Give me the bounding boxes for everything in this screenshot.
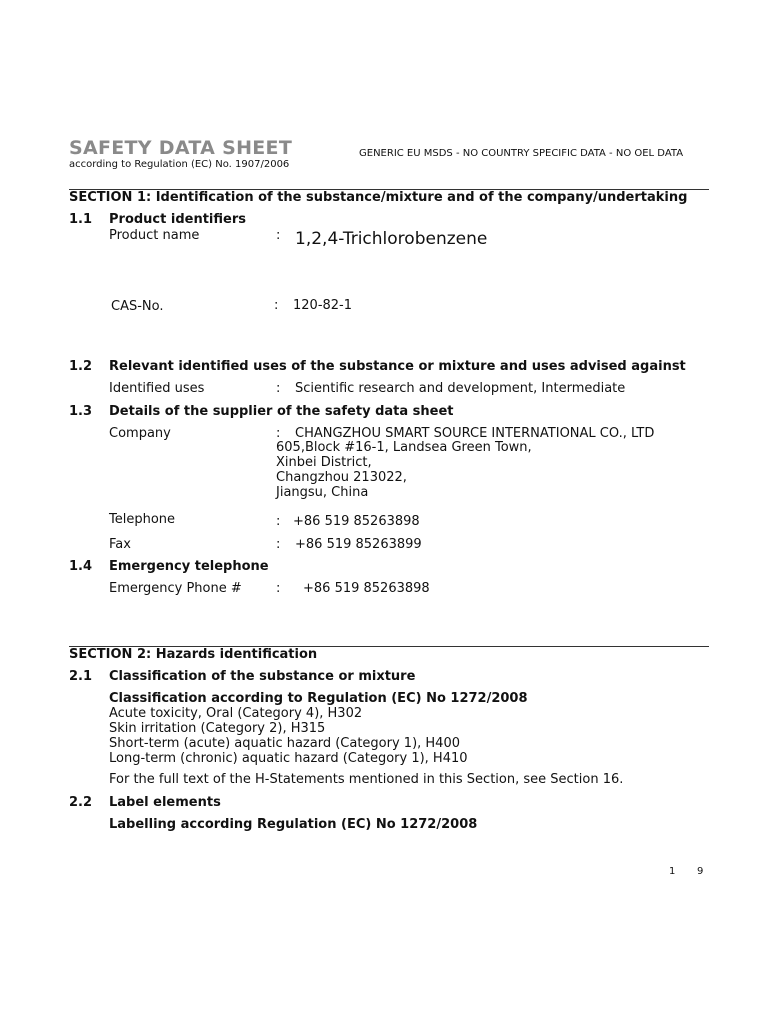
fax-label: Fax: [109, 537, 131, 552]
section-number-2-1: 2.1: [69, 669, 93, 684]
section-number-1-4: 1.4: [69, 559, 93, 574]
classification-line: Acute toxicity, Oral (Category 4), H302: [109, 706, 363, 721]
section-number-2-2: 2.2: [69, 795, 93, 810]
classification-regulation-title: Classification according to Regulation (EC) No 1272/2008: [109, 691, 528, 706]
separator: :: [276, 426, 281, 441]
section-number-1-2: 1.2: [69, 359, 93, 374]
product-name-value: 1,2,4-Trichlorobenzene: [295, 229, 488, 249]
section-number-1-1: 1.1: [69, 212, 93, 227]
separator: :: [276, 381, 281, 396]
company-line: Changzhou 213022,: [276, 470, 407, 485]
separator: :: [274, 298, 279, 313]
classification-line: Skin irritation (Category 2), H315: [109, 721, 326, 736]
company-line: 605,Block #16-1, Landsea Green Town,: [276, 440, 532, 455]
separator: :: [276, 537, 281, 552]
emergency-phone-label: Emergency Phone #: [109, 581, 242, 596]
supplier-details-title: Details of the supplier of the safety data sheet: [109, 404, 454, 419]
section1-heading: SECTION 1: Identification of the substance/mixture and of the company/undertaking: [69, 190, 688, 205]
telephone-label: Telephone: [109, 512, 176, 527]
company-label: Company: [109, 426, 171, 441]
product-name-label: Product name: [109, 228, 200, 243]
cas-label: CAS-No.: [111, 299, 164, 314]
labelling-regulation-title: Labelling according Regulation (EC) No 1272/2008: [109, 817, 478, 832]
cas-value: 120-82-1: [293, 298, 353, 313]
identified-uses-value: Scientific research and development, Intermediate: [295, 381, 626, 396]
separator: :: [276, 581, 281, 596]
emergency-telephone-title: Emergency telephone: [109, 559, 269, 574]
classification-line: Short-term (acute) aquatic hazard (Category 1), H400: [109, 736, 460, 751]
fax-value: +86 519 85263899: [295, 537, 422, 552]
classification-line: Long-term (chronic) aquatic hazard (Category 1), H410: [109, 751, 468, 766]
section2-heading: SECTION 2: Hazards identification: [69, 647, 318, 662]
company-line: Jiangsu, China: [276, 485, 369, 500]
regulation-subtitle: according to Regulation (EC) No. 1907/2006: [69, 159, 290, 170]
h-statements-note: For the full text of the H-Statements mentioned in this Section, see Section 16.: [109, 772, 624, 787]
page-number: 1: [669, 866, 676, 877]
label-elements-title: Label elements: [109, 795, 221, 810]
company-line: CHANGZHOU SMART SOURCE INTERNATIONAL CO., LTD: [295, 426, 655, 441]
identified-uses-title: Relevant identified uses of the substance or mixture and uses advised against: [109, 359, 686, 374]
section-number-1-3: 1.3: [69, 404, 93, 419]
separator: :: [276, 228, 281, 243]
separator: :: [276, 514, 281, 529]
product-identifiers-title: Product identifiers: [109, 212, 246, 227]
emergency-phone-value: +86 519 85263898: [303, 581, 430, 596]
document-title: SAFETY DATA SHEET: [69, 137, 293, 159]
page-total: 9: [697, 866, 704, 877]
telephone-value: +86 519 85263898: [293, 514, 420, 529]
company-line: Xinbei District,: [276, 455, 372, 470]
classification-title: Classification of the substance or mixture: [109, 669, 416, 684]
generic-note: GENERIC EU MSDS - NO COUNTRY SPECIFIC DATA - NO OEL DATA: [359, 148, 684, 159]
identified-uses-label: Identified uses: [109, 381, 205, 396]
